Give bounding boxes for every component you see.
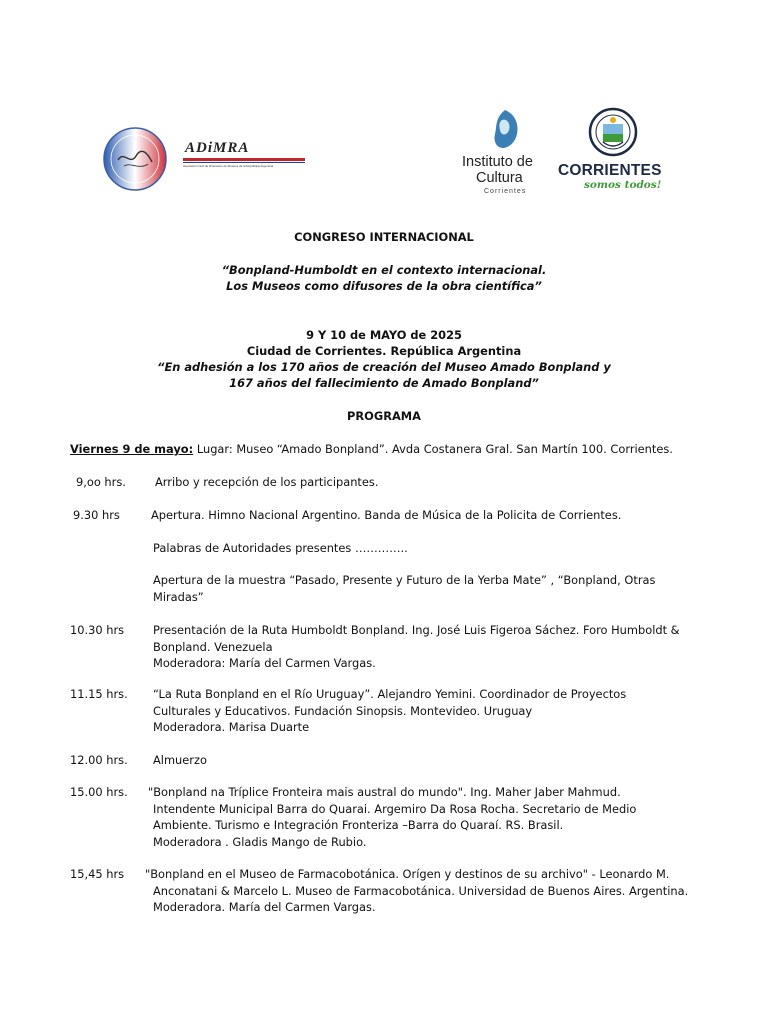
adimra-blue-bar (183, 162, 305, 163)
adhesion-line2: 167 años del fallecimiento de Amado Bonpland” (229, 376, 539, 390)
day-line (70, 441, 673, 458)
schedule-time: 11.15 hrs. (70, 687, 128, 701)
schedule-text: "Bonpland en el Museo de Farmacobotánica. Orígen y destinos de su archivo" - Leonardo M. Anconatani & Marcelo L. Museo de Farmacobotánica. Universidad de Buenos Aires. Argentina. Moderadora. María del Carmen Vargas. (145, 867, 689, 914)
instituto-line1: Instituto de (462, 154, 533, 170)
event-dates: 9 Y 10 de MAYO de 2025 (306, 328, 462, 342)
schedule-text: Presentación de la Ruta Humboldt Bonpland. Ing. José Luis Figeroa Sáchez. Foro Humboldt & Bonpland. Venezuela Moderadora: María del Carmen Vargas. (153, 623, 680, 670)
schedule-text: Apertura. Himno Nacional Argentino. Banda de Música de la Policita de Corrientes. (151, 508, 622, 522)
logo-strip (0, 100, 768, 200)
schedule-text: Almuerzo (153, 753, 207, 767)
schedule-time: 9.30 hrs (73, 508, 120, 522)
day-label: Viernes 9 de mayo: (70, 442, 194, 456)
schedule-time: 15,45 hrs (70, 867, 125, 881)
asociacion-bonpland-logo (100, 126, 170, 192)
instituto-line3: Corrientes (484, 188, 527, 195)
instituto-cultura-logo (462, 108, 554, 200)
adimra-red-bar (183, 158, 305, 161)
schedule-time: 9,oo hrs. (76, 475, 126, 489)
adhesion-line1: “En adhesión a los 170 años de creación del Museo Amado Bonpland y (157, 360, 611, 374)
provincial-seal-icon (588, 106, 638, 160)
event-city: Ciudad de Corrientes. República Argentina (246, 344, 522, 358)
corrientes-name: CORRIENTES (558, 162, 662, 179)
congress-title: CONGRESO INTERNACIONAL (294, 230, 474, 244)
schedule-time: 15.00 hrs. (70, 785, 128, 799)
water-drop-icon (489, 108, 521, 150)
corrientes-tagline: somos todos! (584, 179, 662, 191)
adimra-logo (183, 140, 309, 172)
adimra-tagline: Asociación Civil de Directores de Museos de la República Argentina (183, 164, 274, 168)
instituto-line2: Cultura (476, 170, 523, 186)
schedule-text: Palabras de Autoridades presentes ………….. (153, 541, 408, 555)
subtitle-line1: “Bonpland-Humboldt en el contexto internacional. (221, 263, 547, 277)
day-venue: Lugar: Museo “Amado Bonpland”. Avda Costanera Gral. San Martín 100. Corrientes. (193, 442, 673, 456)
subtitle-line2: Los Museos como difusores de la obra científica” (226, 279, 542, 293)
schedule-text: Arribo y recepción de los participantes. (155, 475, 379, 489)
schedule-text: "Bonpland na Tríplice Fronteira mais austral do mundo". Ing. Maher Jaber Mahmud. Intendente Municipal Barra do Quarai. Argemiro Da Rosa Rocha. Secretario de Medio Ambiente. Turismo e Integración Fronteriza –Barra do Quaraí. RS. Brasil. Moderadora . Gladis Mango de Rubio. (148, 785, 637, 849)
schedule-text: “La Ruta Bonpland en el Río Uruguay”. Alejandro Yemini. Coordinador de Proyectos Culturales y Educativos. Fundación Sinopsis. Montevideo. Uruguay Moderadora. Marisa Duarte (153, 687, 627, 734)
adimra-name: ADiMRA (185, 140, 250, 156)
schedule-time: 12.00 hrs. (70, 753, 128, 767)
gobierno-corrientes-logo (556, 106, 672, 198)
schedule-time: 10.30 hrs (70, 623, 125, 637)
schedule-text: Apertura de la muestra “Pasado, Presente y Futuro de la Yerba Mate” , “Bonpland, Otras Miradas” (153, 573, 656, 604)
program-heading: PROGRAMA (347, 409, 421, 423)
